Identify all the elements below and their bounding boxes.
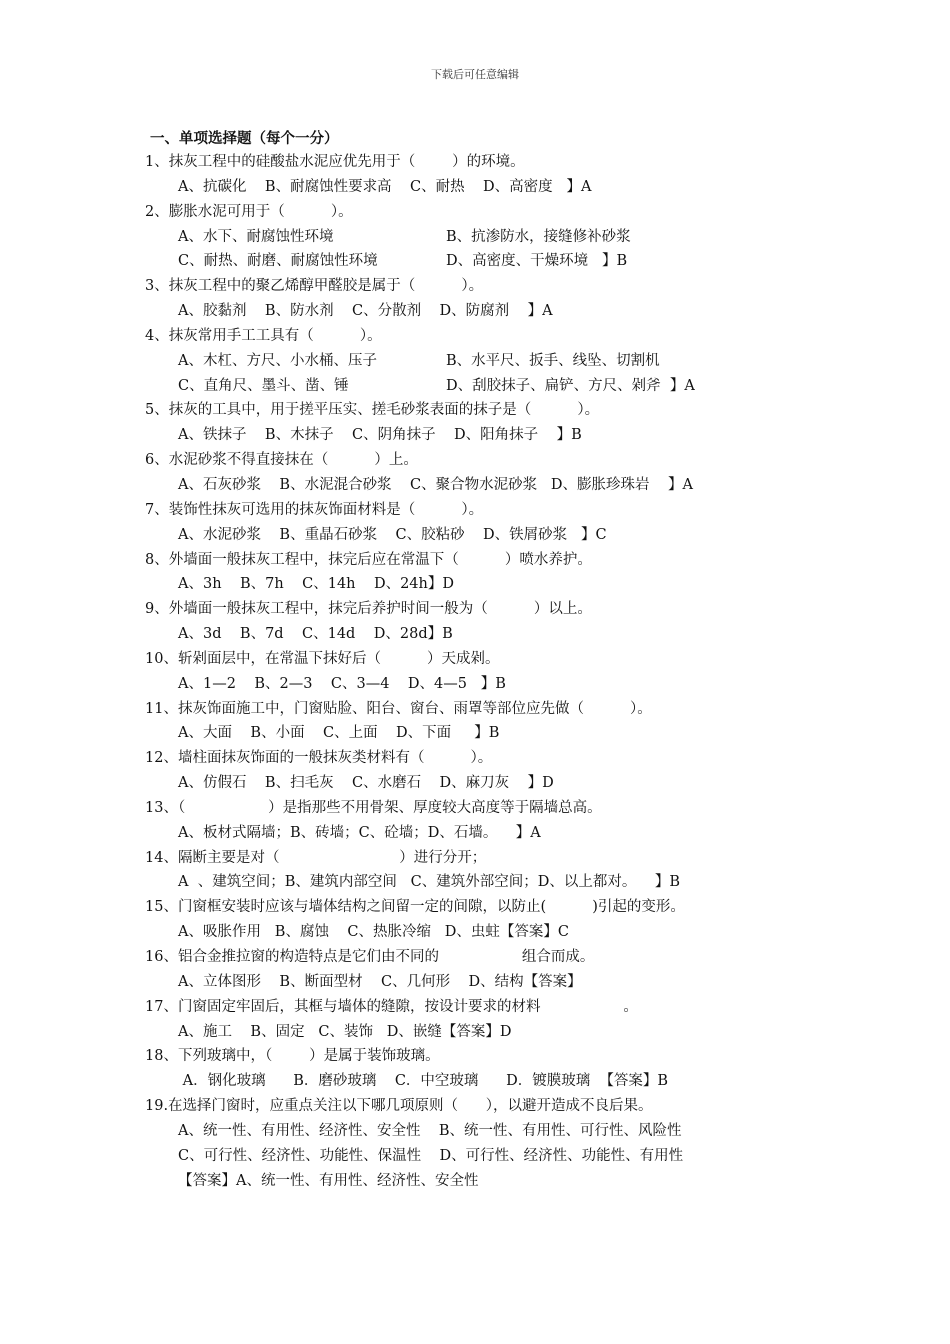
option-line [0,771,950,796]
question-text: 8、外墙面一般抹灰工程中，抹完后应在常温下（ ）喷水养护。 [145,551,592,568]
question-line [0,846,950,871]
option-text: A、胶黏剂 B、防水剂 C、分散剂 D、防腐剂 】A [178,303,553,320]
question-line [0,150,950,175]
option-line [0,572,950,597]
question-text: 10、斩剁面层中，在常温下抹好后（ ）天成剁。 [145,650,500,667]
option-line [0,349,950,374]
option-text: A、立体图形 B、断面型材 C、几何形 D、结构【答案】 [178,973,582,990]
option-line [0,299,950,324]
option-text-col2: B、水平尺、扳手、线坠、切割机 [446,352,660,369]
option-text: A、仿假石 B、扫毛灰 C、水磨石 D、麻刀灰 】D [178,775,554,792]
question-text: 7、装饰性抹灰可选用的抹灰饰面材料是（ ）。 [145,501,484,518]
option-line [0,1144,950,1169]
option-text: A、铁抹子 B、木抹子 C、阴角抹子 D、阳角抹子 】B [178,427,582,444]
question-line [0,895,950,920]
question-line [0,548,950,573]
question-line [0,324,950,349]
option-text: A、施工 B、固定 C、装饰 D、嵌缝【答案】D [178,1023,512,1040]
option-text: A、木杠、方尺、小水桶、压子 [178,352,377,369]
question-text: 16、铝合金推拉窗的构造特点是它们由不同的 组合而成。 [145,949,595,965]
option-text: A、大面 B、小面 C、上面 D、下面 】B [178,725,500,742]
option-line [0,870,950,895]
question-line [0,398,950,423]
option-line [0,523,950,548]
option-text-col2: D、高密度、干燥环境 】B [446,253,628,270]
option-text: A、统一性、有用性、经济性、安全性 B、统一性、有用性、可行性、风险性 [178,1122,682,1139]
question-text: 14、隔断主要是对（ ）进行分开； [145,849,487,866]
question-text: 2、膨胀水泥可用于（ ）。 [145,203,353,220]
question-text: 9、外墙面一般抹灰工程中，抹完后养护时间一般为（ ）以上。 [145,601,592,618]
option-line [0,1119,950,1144]
question-line [0,597,950,622]
option-text: 【答案】A、统一性、有用性、经济性、安全性 [178,1172,479,1189]
option-line [0,1069,950,1094]
question-line [0,647,950,672]
question-text: 12、墙柱面抹灰饰面的一般抹灰类材料有（ ）。 [145,750,493,767]
question-text: 13、（ ）是指那些不用骨架、厚度较大高度等于隔墙总高。 [145,799,602,816]
question-line [0,1044,950,1069]
option-text: C、耐热、耐磨、耐腐蚀性环境 [178,253,378,270]
question-text: 6、水泥砂浆不得直接抹在（ ）上。 [145,452,418,469]
option-text: A、吸胀作用 B、腐蚀 C、热胀冷缩 D、虫蛀【答案】C [178,924,570,941]
option-text: A、3d B、7d C、14d D、28d】B [178,626,453,643]
option-line [0,249,950,274]
option-line [0,423,950,448]
question-line [0,200,950,225]
question-text: 17、门窗固定牢固后，其框与墙体的缝隙，按设计要求的材料 。 [145,998,638,1015]
option-text: A、水泥砂浆 B、重晶石砂浆 C、胶粘砂 D、铁屑砂浆 】C [178,526,607,543]
option-line [0,1169,950,1194]
page-header: 下载后可任意编辑 [431,68,519,81]
option-text-col2: D、刮胶抹子、扁铲、方尺、剁斧 】A [446,377,695,394]
option-line [0,622,950,647]
option-line [0,374,950,399]
option-line [0,672,950,697]
question-line [0,697,950,722]
option-text: A、1—2 B、2—3 C、3—4 D、4—5 】B [178,675,506,692]
option-line [0,721,950,746]
question-text: 15、门窗框安装时应该与墙体结构之间留一定的间隙，以防止( )引起的变形。 [145,899,685,916]
option-text: C、可行性、经济性、功能性、保温性 D、可行性、经济性、功能性、有用性 [178,1147,684,1164]
question-line [0,746,950,771]
option-text: A．钢化玻璃 B．磨砂玻璃 C．中空玻璃 D．镀膜玻璃 【答案】B [178,1073,669,1090]
question-text: 4、抹灰常用手工工具有（ ）。 [145,327,382,344]
option-line [0,1020,950,1045]
question-text: 11、抹灰饰面施工中，门窗贴脸、阳台、窗台、雨罩等部位应先做（ ）。 [145,700,652,717]
option-line [0,175,950,200]
question-text: 3、抹灰工程中的聚乙烯醇甲醛胶是属于（ ）。 [145,278,484,295]
option-line [0,473,950,498]
option-text: C、直角尺、墨斗、凿、锤 [178,377,349,394]
question-line [0,448,950,473]
option-text: A、板材式隔墙；B、砖墙；C、砼墙；D、石墙。 】A [178,824,541,841]
question-line [0,274,950,299]
option-line [0,970,950,995]
option-text: A、水下、耐腐蚀性环境 [178,228,334,245]
question-line [0,945,950,970]
question-list [0,150,950,1193]
question-text: 18、下列玻璃中，（ ）是属于装饰玻璃。 [145,1048,440,1065]
option-text-col2: B、抗渗防水，接缝修补砂浆 [446,228,631,245]
question-text: 5、抹灰的工具中，用于搓平压实、搓毛砂浆表面的抹子是（ ）。 [145,402,600,419]
option-text: A、3h B、7h C、14h D、24h】D [178,576,454,593]
option-line [0,225,950,250]
option-text: A、抗碳化 B、耐腐蚀性要求高 C、耐热 D、高密度 】A [178,178,592,195]
question-line [0,1094,950,1119]
question-text: 1、抹灰工程中的硅酸盐水泥应优先用于（ ）的环境。 [145,154,525,170]
section-title: 一、单项选择题（每个一分） [150,131,339,147]
option-text: A、石灰砂浆 B、水泥混合砂浆 C、聚合物水泥砂浆 D、膨胀珍珠岩 】A [178,476,693,493]
question-text: 19.在选择门窗时，应重点关注以下哪几项原则（ ），以避开造成不良后果。 [145,1098,653,1115]
question-line [0,796,950,821]
question-line [0,995,950,1020]
option-line [0,821,950,846]
option-text: A 、建筑空间；B、建筑内部空间 C、建筑外部空间；D、以上都对。 】B [178,874,680,891]
question-line [0,498,950,523]
option-line [0,920,950,945]
